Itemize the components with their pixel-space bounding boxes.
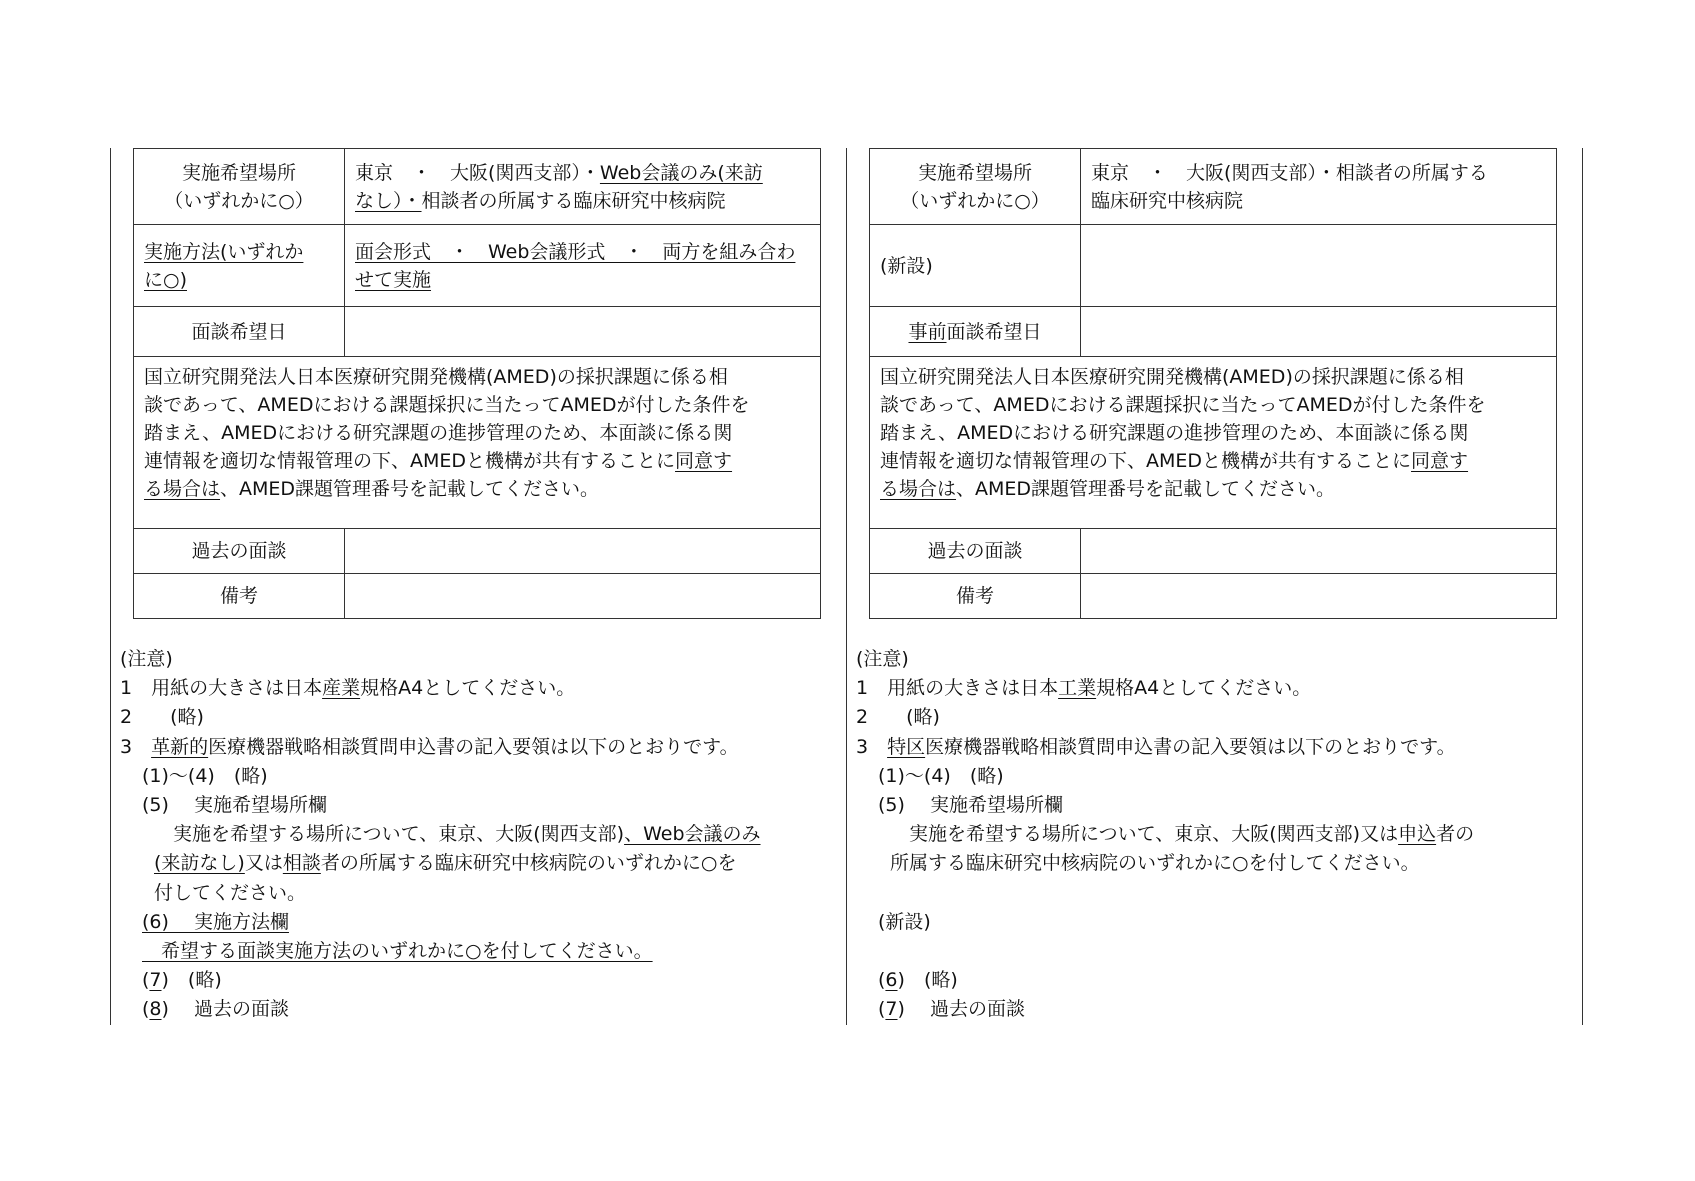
new-row-value [1081,225,1557,307]
method-label: 実施方法(いずれか に○) [134,225,345,307]
interview-date-value [345,307,821,357]
left-column [133,148,823,619]
notes-title: (注意) [120,648,173,670]
new-row-label: (新設) [870,225,1081,307]
method-options: 面会形式 ・ Web会議形式 ・ 両方を組み合わ せて実施 [345,225,821,307]
past-interview-label: 過去の面談 [134,529,345,574]
consent-text: 国立研究開発法人日本医療研究開発機構(AMED)の採択課題に係る相 談であって、AMEDにおける課題採択に当たってAMEDが付した条件を 踏まえ、AMEDにおける研究課題の進捗管理のため、本面談に係る関 連情報を適切な情報管理の下、AMEDと機構が共有することに同意す る場合は、AMED課題管理番号を記載してください。 [134,357,821,529]
interview-date-value [1081,307,1557,357]
past-interview-value [345,529,821,574]
remarks-value [1081,574,1557,619]
consent-text: 国立研究開発法人日本医療研究開発機構(AMED)の採択課題に係る相 談であって、AMEDにおける課題採択に当たってAMEDが付した条件を 踏まえ、AMEDにおける研究課題の進捗管理のため、本面談に係る関 連情報を適切な情報管理の下、AMEDと機構が共有することに同意す る場合は、AMED課題管理番号を記載してください。 [870,357,1557,529]
table-row [870,149,1557,225]
right-column [869,148,1559,619]
table-row [870,307,1557,357]
interview-date-label: 面談希望日 [134,307,345,357]
remarks-label: 備考 [870,574,1081,619]
right-form-table [869,148,1557,619]
remarks-value [345,574,821,619]
location-label: 実施希望場所 （いずれかに○） [870,149,1081,225]
location-label: 実施希望場所 （いずれかに○） [134,149,345,225]
table-row [870,225,1557,307]
location-options: 東京 ・ 大阪(関西支部）・Web会議のみ(来訪 なし）・相談者の所属する臨床研究中核病院 [345,149,821,225]
left-margin-line [110,148,111,1025]
table-row [870,529,1557,574]
table-row [134,225,821,307]
location-options: 東京 ・ 大阪(関西支部）・相談者の所属する 臨床研究中核病院 [1081,149,1557,225]
right-notes: (注意) 1 用紙の大きさは日本工業規格A4としてください。 2 (略) 3 特区医療機器戦略相談質問申込書の記入要領は以下のとおりです。 (1)～(4) (略) (5) 実施希望場所欄 実施を希望する場所について、東京、大阪(関西支部)又は申込者の 所属する臨床研究中核病院のいずれかに○を付してください。 (新設) (6) (略) (7) 過去の面談 [856,645,1474,1024]
table-row [134,529,821,574]
interview-date-label: 事前面談希望日 [870,307,1081,357]
past-interview-value [1081,529,1557,574]
table-row [134,357,821,529]
left-notes: (注意) 1 用紙の大きさは日本産業規格A4としてください。 2 (略) 3 革新的医療機器戦略相談質問申込書の記入要領は以下のとおりです。 (1)～(4) (略) (5) 実施希望場所欄 実施を希望する場所について、東京、大阪(関西支部)、Web会議のみ (来訪なし)又は相談者の所属する臨床研究中核病院のいずれかに○を 付してください。 (6) 実施方法欄 希望する面談実施方法のいずれかに○を付してください。 (7) (略) (8) 過去の面談 [120,645,761,1024]
center-divider-line [846,148,847,1025]
right-margin-line [1582,148,1583,1025]
table-row [870,574,1557,619]
table-row [134,149,821,225]
table-row [870,357,1557,529]
notes-title: (注意) [856,648,909,670]
remarks-label: 備考 [134,574,345,619]
left-form-table [133,148,821,619]
table-row [134,574,821,619]
past-interview-label: 過去の面談 [870,529,1081,574]
table-row [134,307,821,357]
